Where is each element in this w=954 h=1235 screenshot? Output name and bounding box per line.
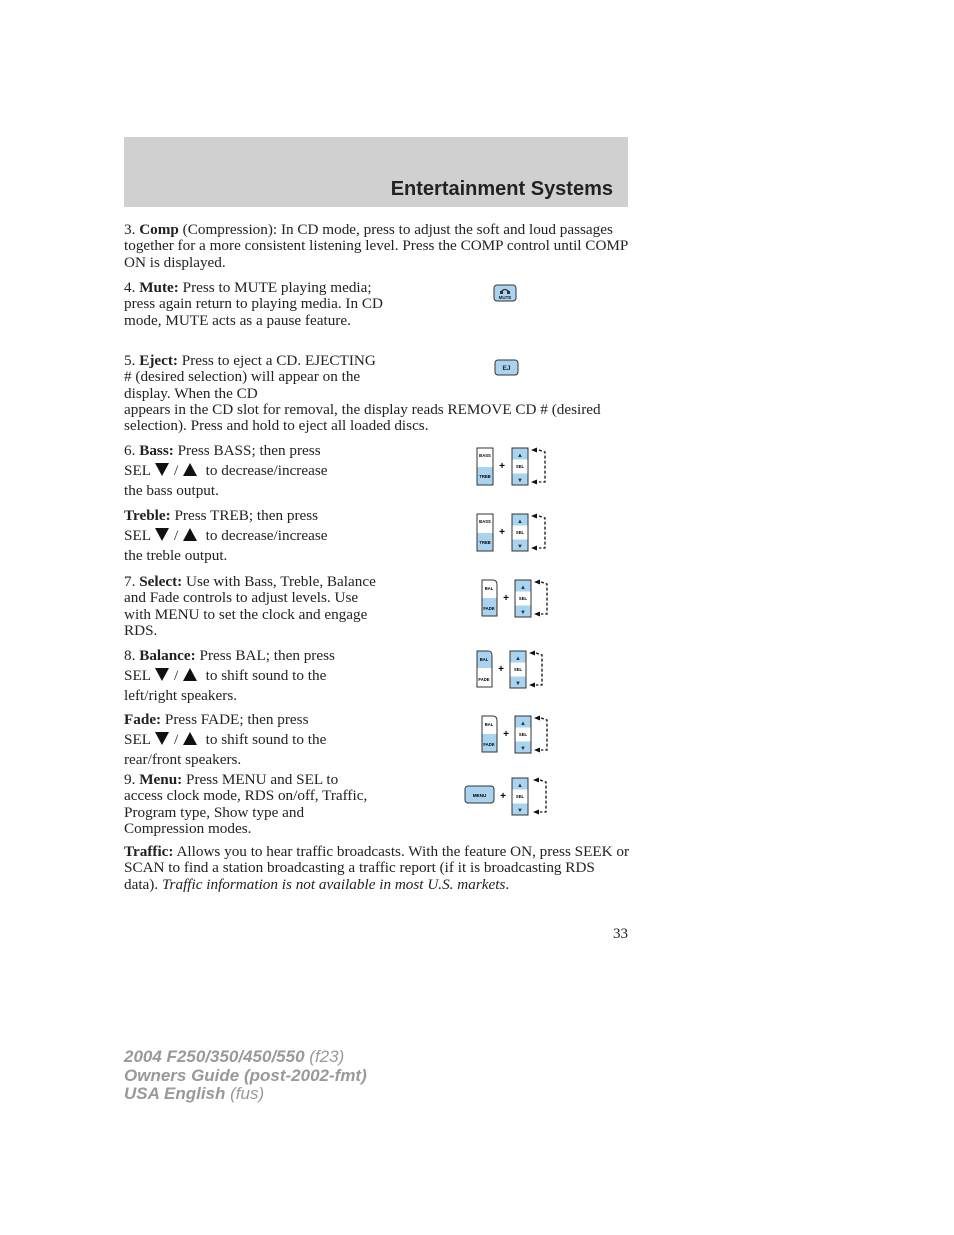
svg-text:FADE: FADE: [483, 606, 495, 611]
item-select: 7. Select: Use with Bass, Treble, Balance and Fade controls to adjust levels. Use with MENU to set the clock and engage RDS.: [124, 573, 376, 640]
svg-text:MENU: MENU: [472, 793, 487, 798]
item-fade: Fade: Press FADE; then press SEL / to shift sound to the rear/front speakers.: [124, 711, 327, 768]
svg-text:SEL: SEL: [515, 464, 525, 469]
up-triangle-icon: [182, 731, 198, 746]
item-traffic: Traffic: Allows you to hear traffic broadcasts. With the feature ON, press SEEK or SCAN to find a station broadcasting a traffic report (if it is broadcasting RDS data). Traffic information is not available in most U.S. markets.: [124, 843, 630, 893]
svg-text:▲: ▲: [517, 519, 523, 525]
item-bass: 6. Bass: Press BASS; then press SEL / to decrease/increase the bass output.: [124, 442, 328, 499]
item-comp: 3. Comp (Compression): In CD mode, press to adjust the soft and loud passages together for a more consistent listening level. Press the COMP control until COMP ON is displayed.: [124, 221, 628, 271]
term-fade: Fade:: [124, 711, 162, 728]
term-comp: Comp: [139, 221, 179, 238]
document-footer: 2004 F250/350/450/550 (f23) Owners Guide (post-2002-fmt) USA English (fus): [124, 1047, 367, 1103]
svg-text:BAL: BAL: [484, 722, 494, 727]
mute-button-icon: [493, 284, 517, 302]
section-header: [124, 137, 628, 207]
svg-text:BASS: BASS: [479, 519, 491, 524]
term-balance: Balance:: [139, 647, 196, 664]
svg-text:▲: ▲: [520, 721, 526, 727]
term-mute: Mute:: [139, 279, 179, 296]
svg-text:▲: ▲: [517, 783, 523, 789]
treble-sel-diagram: [475, 512, 549, 554]
svg-text:▼: ▼: [520, 746, 526, 752]
item-menu: 9. Menu: Press MENU and SEL to access clock mode, RDS on/off, Traffic, Program type, Show type and Compression modes.: [124, 771, 368, 838]
svg-text:▼: ▼: [520, 610, 526, 616]
svg-text:FADE: FADE: [478, 677, 490, 682]
up-triangle-icon: [182, 527, 198, 542]
svg-text:TREB: TREB: [479, 540, 491, 545]
eject-button-icon: [494, 359, 519, 376]
svg-text:+: +: [503, 729, 509, 740]
down-triangle-icon: [154, 667, 170, 682]
item-eject: 5. Eject: Press to eject a CD. EJECTING # (desired selection) will appear on the display. When the CD: [124, 352, 376, 402]
svg-text:SEL: SEL: [518, 732, 528, 737]
svg-text:BASS: BASS: [479, 453, 491, 458]
svg-text:FADE: FADE: [483, 742, 495, 747]
down-triangle-icon: [154, 462, 170, 477]
item-mute: 4. Mute: Press to MUTE playing media; press again return to playing media. In CD mode, MUTE acts as a pause feature.: [124, 279, 383, 329]
svg-text:BAL: BAL: [479, 657, 489, 662]
section-title: Entertainment Systems: [390, 178, 613, 200]
bass-sel-diagram: [475, 446, 549, 488]
item-treble: Treble: Press TREB; then press SEL / to decrease/increase the treble output.: [124, 507, 328, 564]
svg-text:EJ: EJ: [502, 365, 511, 372]
svg-text:▼: ▼: [517, 478, 523, 484]
down-triangle-icon: [154, 731, 170, 746]
fade-diagram: [479, 713, 551, 755]
svg-text:SEL: SEL: [518, 596, 528, 601]
svg-text:+: +: [503, 593, 509, 604]
up-triangle-icon: [182, 462, 198, 477]
select-diagram: [479, 577, 551, 619]
svg-text:SEL: SEL: [515, 794, 525, 799]
down-triangle-icon: [154, 527, 170, 542]
term-bass: Bass:: [139, 442, 174, 459]
svg-text:SEL: SEL: [515, 530, 525, 535]
svg-text:▲: ▲: [515, 656, 521, 662]
svg-text:BAL: BAL: [484, 586, 494, 591]
item-balance: 8. Balance: Press BAL; then press SEL / to shift sound to the left/right speakers.: [124, 647, 335, 704]
item-eject-cont: appears in the CD slot for removal, the display reads REMOVE CD # (desired selection). Press and hold to eject all loaded discs.: [124, 401, 601, 435]
up-triangle-icon: [182, 667, 198, 682]
term-traffic: Traffic:: [124, 843, 174, 860]
page-number: 33: [613, 926, 628, 942]
svg-text:+: +: [499, 461, 505, 472]
term-menu: Menu:: [139, 771, 183, 788]
svg-text:▼: ▼: [517, 544, 523, 550]
svg-text:+: +: [498, 664, 504, 675]
svg-text:▼: ▼: [515, 681, 521, 687]
svg-text:SEL: SEL: [513, 667, 523, 672]
svg-text:+: +: [499, 527, 505, 538]
svg-text:TREB: TREB: [479, 474, 491, 479]
term-treble: Treble:: [124, 507, 171, 524]
menu-diagram: [464, 775, 552, 817]
svg-text:▲: ▲: [517, 453, 523, 459]
balance-diagram: [474, 648, 546, 690]
svg-text:▼: ▼: [517, 808, 523, 814]
svg-text:+: +: [500, 791, 506, 802]
traffic-note: Traffic information is not available in most U.S. markets: [161, 875, 506, 893]
term-eject: Eject:: [139, 352, 178, 369]
svg-text:▲: ▲: [520, 585, 526, 591]
term-select: Select:: [139, 573, 183, 590]
svg-text:MUTE: MUTE: [498, 295, 512, 300]
